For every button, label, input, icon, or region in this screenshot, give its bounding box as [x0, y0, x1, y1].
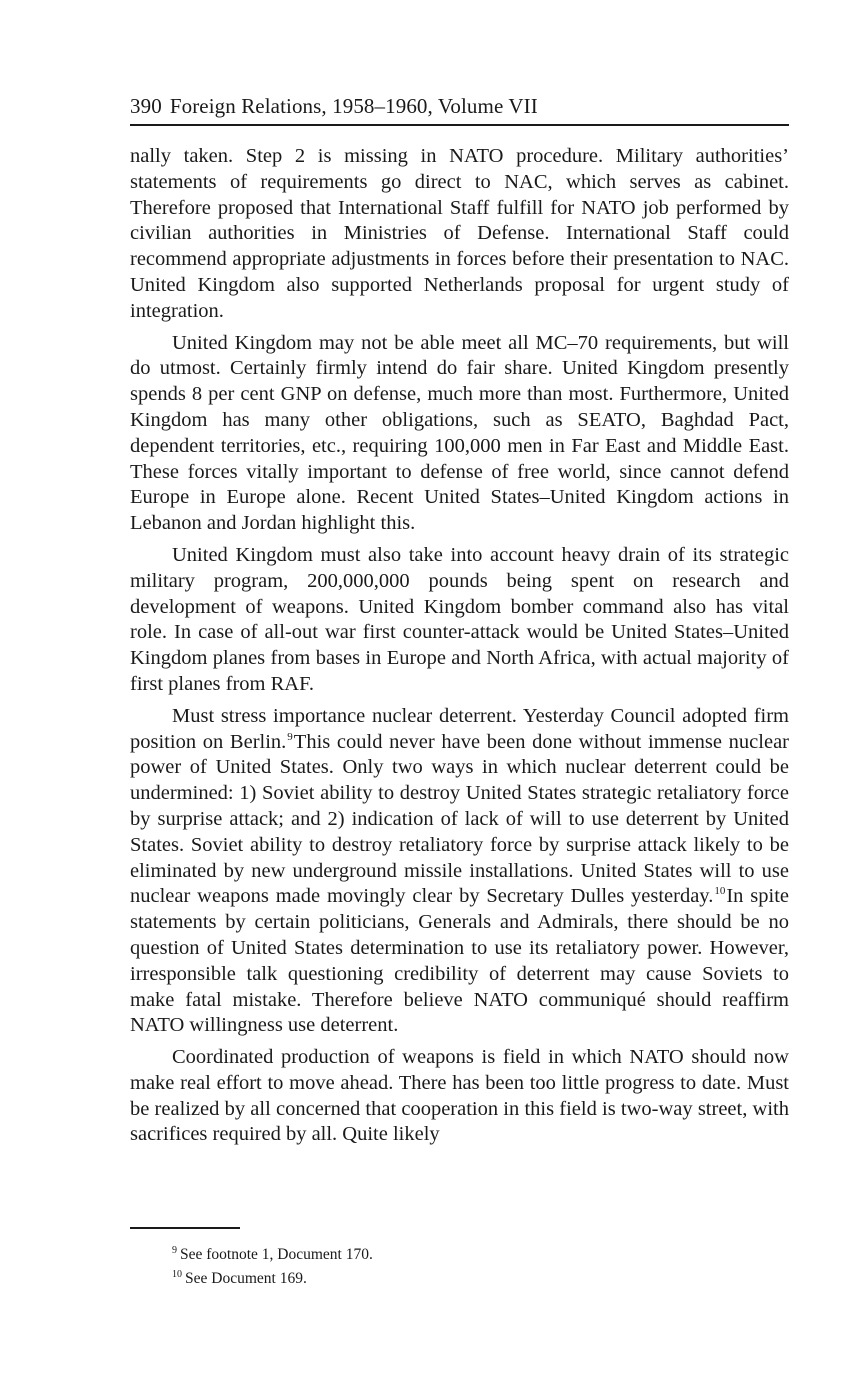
footnote-marker: 10: [172, 1268, 182, 1280]
footnote-9: [172, 1243, 772, 1267]
paragraph-4-part-3: In spite statements by certain politicians, Generals and Admirals, there should be no question of United States determination to use its retaliatory power. However, irresponsible talk questioning credibility of deterrent may cause Soviets to make fatal mistake. Therefore believe NATO communiqué should reaffirm NATO willingness use deterrent.: [130, 885, 789, 1037]
paragraph-4: [130, 704, 789, 1039]
running-head: [130, 92, 789, 126]
paragraph-1: nally taken. Step 2 is missing in NATO procedure. Military authorities’ statements of requirements go direct to NAC, which serves as cabinet. Therefore proposed that International Staff fulfill for NATO job performed by civilian authorities in Ministries of Defense. International Staff could recommend appropriate adjustments in forces before their presentation to NAC. United Kingdom also supported Netherlands proposal for urgent study of integration.: [130, 145, 789, 322]
footnote-divider: [130, 1227, 240, 1229]
footnote-10: [172, 1267, 772, 1291]
paragraph-4-part-1: Must stress importance nuclear deterrent. Yesterday Council adopted firm position on Berlin.: [130, 704, 789, 753]
page-number: 390: [130, 94, 162, 118]
footnote-text: See footnote 1, Document 170.: [180, 1246, 373, 1263]
page-content: [130, 92, 789, 1154]
footnote-reference-9[interactable]: 9: [287, 730, 293, 743]
paragraph-5: Coordinated production of weapons is field in which NATO should now make real effort to move ahead. There has been too little progress to date. Must be realized by all concerned that cooperation in this field is two-way street, with sacrifices required by all. Quite likely: [130, 1046, 789, 1146]
book-title: Foreign Relations, 1958–1960, Volume VII: [169, 94, 538, 118]
paragraph-2: United Kingdom may not be able meet all MC–70 requirements, but will do utmost. Certainly firmly intend do fair share. United Kingdom presently spends 8 per cent GNP on defense, much more than most. Furthermore, United Kingdom has many other obligations, such as SEATO, Baghdad Pact, dependent territories, etc., requiring 100,000 men in Far East and Middle East. These forces vitally important to defense of free world, since cannot defend Europe in Europe alone. Recent United States–United Kingdom actions in Lebanon and Jordan highlight this.: [130, 331, 789, 535]
paragraph-3: United Kingdom must also take into account heavy drain of its strategic military program, 200,000,000 pounds being spent on research and development of weapons. United Kingdom bomber command also has vital role. In case of all-out war first counter-attack would be United States–United Kingdom planes from bases in Europe and North Africa, with actual majority of first planes from RAF.: [130, 543, 789, 695]
paragraph-4-part-2: This could never have been done without immense nuclear power of United States. Only two ways in which nuclear deterrent could be undermined: 1) Soviet ability to destroy United States strategic retaliatory force by surprise attack; and 2) indication of lack of will to use deterrent by United States. Soviet ability to destroy retaliatory force by surprise attack likely to be eliminated by new underground missile installations. United States will to use nuclear weapons made movingly clear by Secretary Dulles yesterday.: [130, 730, 789, 908]
footnotes: [172, 1243, 772, 1291]
footnote-marker: 9: [172, 1244, 177, 1256]
body-text: [130, 144, 789, 1148]
footnote-reference-10[interactable]: 10: [714, 885, 726, 898]
footnote-text: See Document 169.: [185, 1270, 307, 1287]
